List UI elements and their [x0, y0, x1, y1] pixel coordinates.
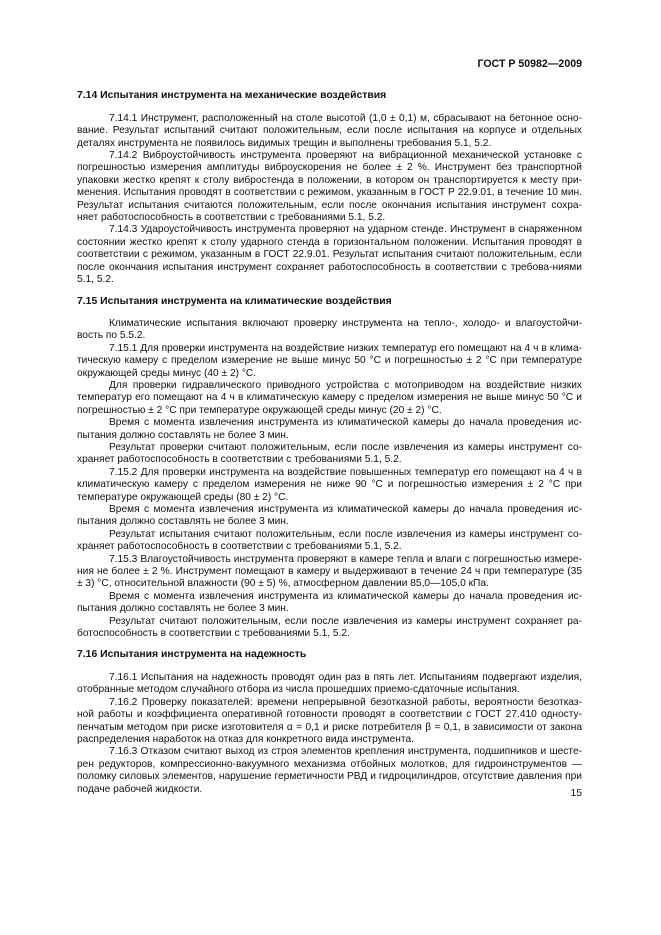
paragraph: Результат считают положительным, если после извлечения из камеры инструмент сохраняет ра-ботоспособность в соответствии с требованиями 5.1, 5.2. — [77, 615, 582, 640]
paragraph: 7.14.2 Виброустойчивость инструмента проверяют на вибрационной механической установке с погрешностью измерения амплитуды виброускорения не более ± 2 %. Инструмент без транспортной упаковки жестко крепят к столу вибростенда в положении, в котором он транспортируется к месту при-менения. Испытания проводят в соответствии с режимом, указанным в ГОСТ Р 22.9.01, в течение 10 мин. Результат испытания считаются положительным, если после окончания испытания инструмент сохра-няет работоспособность в соответствии с требованиями 5.1, 5.2. — [77, 150, 582, 224]
paragraph: 7.15.3 Влагоустойчивость инструмента проверяют в камере тепла и влаги с погрешностью измере-ния не более ± 2 %. Инструмент помещают в камеру и выдерживают в течение 24 ч при температуре (35 ± 3) °C, относительной влажности (90 ± 5) %, атмосферном давлении 85,0—105,0 кПа. — [77, 553, 582, 590]
standard-header: ГОСТ Р 50982—2009 — [477, 58, 582, 70]
paragraph: Время с момента извлечения инструмента из климатической камеры до начала проведения ис-пытания должно составлять не более 3 мин. — [77, 590, 582, 615]
paragraph: Для проверки гидравлического приводного устройства с мотоприводом на воздействие низких температур его помещают на 4 ч в климатическую камеру с пределом измерения не выше минус 50 °C и погрешностью ± 2 °C при температуре окружающей среды минус (20 ± 2) °C. — [77, 379, 582, 416]
paragraph: 7.16.2 Проверку показателей: времени непрерывной безотказной работы, вероятности безотказ-ной работы и коэффициента оперативной готовности проводят в соответствии с ГОСТ 27.410 односту-пенчатым методом при риске изготовителя α = 0,1 и риске потребителя β = 0,1, в зависимости от закона распределения наработок на отказ для конкретного вида инструмента. — [77, 696, 582, 745]
paragraph: Время с момента извлечения инструмента из климатической камеры до начала проведения ис-пытания должно составлять не более 3 мин. — [77, 417, 582, 441]
paragraph: 7.14.1 Инструмент, расположенный на столе высотой (1,0 ± 0,1) м, сбрасывают на бетонное осно-вание. Результат испытаний считают положительным, если после испытания на корпусе и отдельных деталях инструмента не появилось видимых трещин и выполнены требования 5.1, 5.2. — [77, 112, 582, 149]
section-7-14 — [77, 90, 582, 286]
section-7-15 — [77, 296, 582, 641]
paragraph: Результат испытания считают положительным, если после извлечения из камеры инструмент со-храняет работоспособность в соответствии с требованиями 5.1, 5.2. — [77, 528, 582, 553]
paragraph: 7.15.1 Для проверки инструмента на воздействие низких температур его помещают на 4 ч в клима-тическую камеру с пределом измерение не выше минус 50 °C и погрешностью ± 2 °C при температуре окружающей среды минус (40 ± 2) °C. — [77, 342, 582, 379]
section-7-16 — [77, 649, 582, 795]
section-title: 7.14 Испытания инструмента на механические воздействия — [77, 90, 387, 102]
paragraph: Климатические испытания включают проверку инструмента на тепло-, холодо- и влагоустойчи-вость по 5.5.2. — [77, 317, 582, 342]
section-title: 7.15 Испытания инструмента на климатические воздействия — [77, 295, 392, 307]
paragraph: 7.15.2 Для проверки инструмента на воздействие повышенных температур его помещают на 4 ч в климатическую камеру с пределом измерения не ниже 90 °C и погрешностью измерения ± 2 °C при температуре окружающей среды (80 ± 2) °C. — [77, 466, 582, 503]
paragraph: Время с момента извлечения инструмента из климатической камеры до начала проведения ис-пытания должно составлять не более 3 мин. — [77, 504, 582, 528]
paragraph: 7.14.3 Удароустойчивость инструмента проверяют на ударном стенде. Инструмент в снаряженном состоянии жестко крепят к столу ударного стенда в горизонтальном положении. Испытания проводят в соответствии с режимом, указанным в ГОСТ 22.9.01. Результат испытания считают положительным, если после окончания испытания инструмент сохраняет работоспособность в соответствии с требова-ниями 5.1, 5.2. — [77, 224, 582, 286]
page-number: 15 — [570, 788, 582, 799]
paragraph: 7.16.1 Испытания на надежность проводят один раз в пять лет. Испытаниям подвергают изделия, отобранные методом случайного отбора из числа прошедших приемо-сдаточные испытания. — [77, 671, 582, 696]
section-title: 7.16 Испытания инструмента на надежность — [77, 649, 307, 661]
paragraph: 7.16.3 Отказом считают выход из строя элементов крепления инструмента, подшипников и шесте-рен редукторов, компрессионно-вакуумного механизма отбойных молотков, для гидроинструментов — поломку силовых элементов, нарушение герметичности РВД и гидроцилиндров, отсутствие давления при подаче рабочей жидкости. — [77, 746, 582, 795]
paragraph: Результат проверки считают положительным, если после извлечения из камеры инструмент со-храняет работоспособность в соответствии с требованиями 5.1, 5.2. — [77, 441, 582, 466]
